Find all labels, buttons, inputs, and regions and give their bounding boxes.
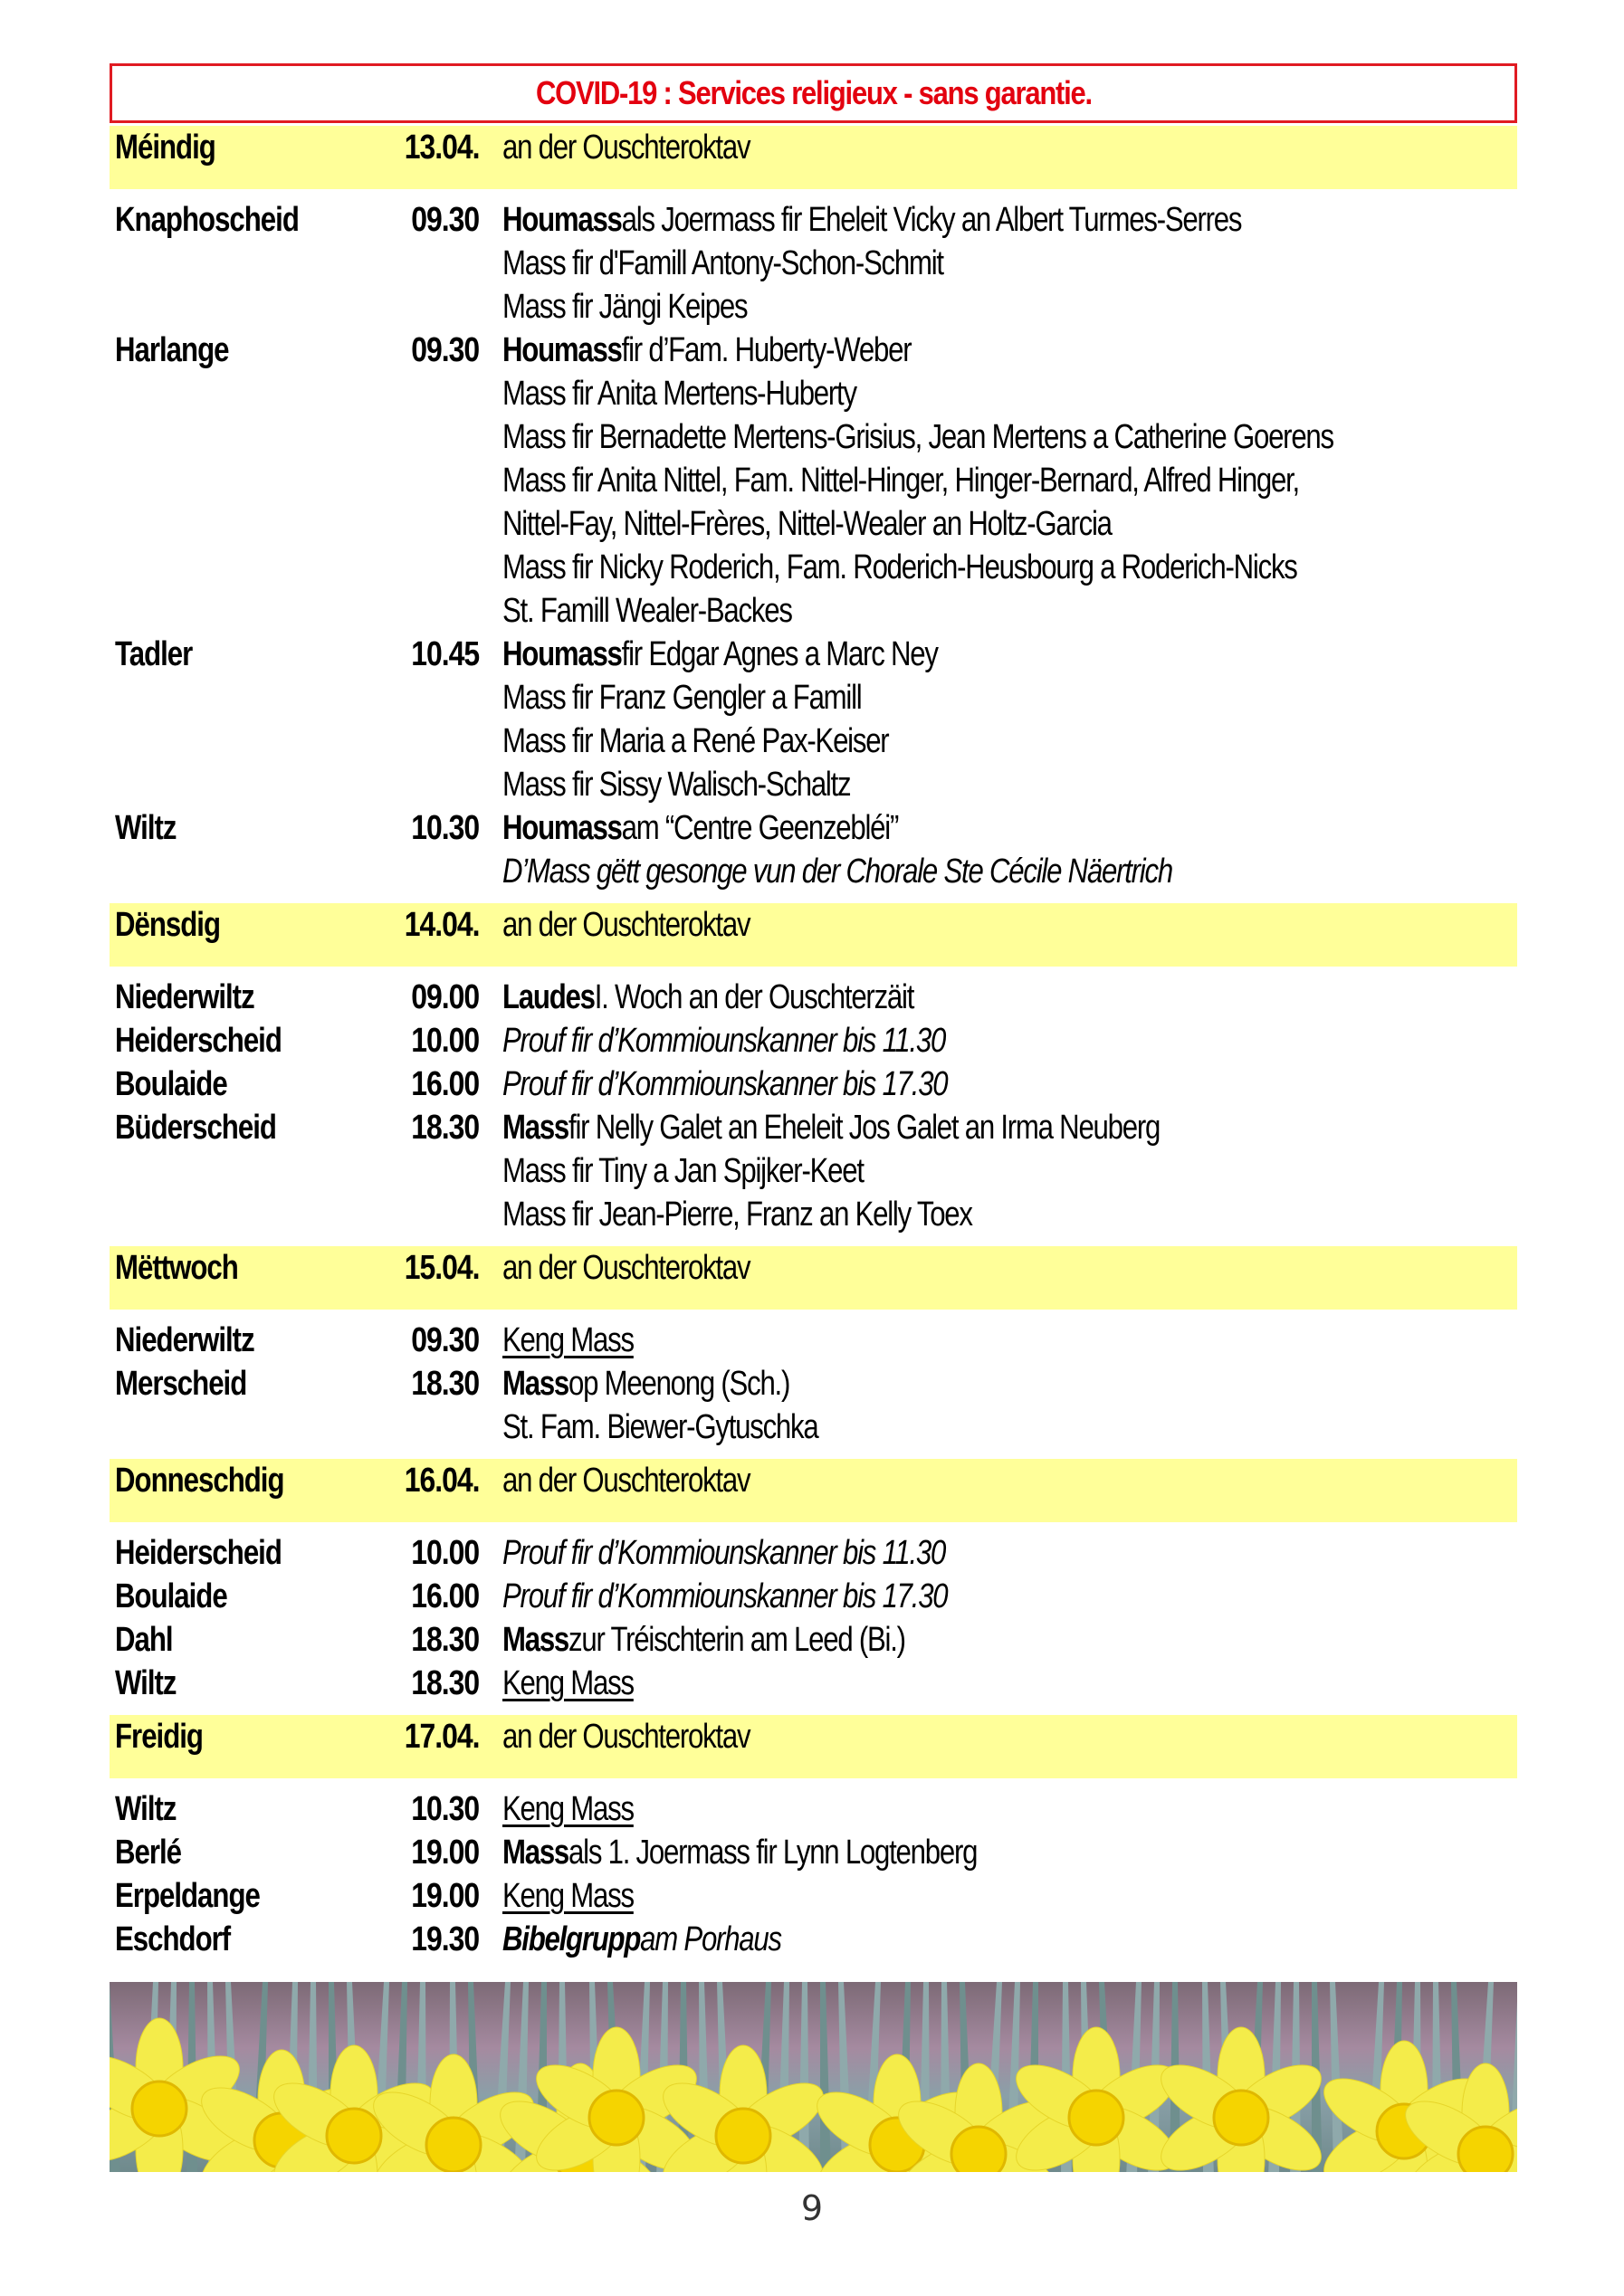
entry-line-text [502, 459, 1299, 502]
place [110, 633, 372, 676]
entry-line-text [502, 763, 850, 806]
time [372, 1319, 479, 1362]
day-note-text: an der Ouschteroktav [502, 906, 750, 944]
entry-text: I. Woch an der Ouschterzäit [594, 978, 914, 1016]
entry-line [502, 589, 1515, 633]
entry-note: Prouf fir d’Kommiounskanner bis 11.30 [502, 1022, 946, 1060]
schedule-entry [110, 329, 1517, 633]
entry-lines [479, 1874, 663, 1918]
entry-line-text [502, 850, 1172, 893]
place-name: Wiltz [115, 1664, 177, 1702]
time [372, 1874, 479, 1918]
place-name: Berlé [115, 1834, 182, 1872]
place [110, 329, 372, 372]
time [372, 1662, 479, 1705]
entry-text: Nittel-Fay, Nittel-Frères, Nittel-Wealer an Holtz-Garcia [502, 505, 1112, 543]
entry-lines [479, 1575, 1045, 1618]
entry-line [502, 285, 1403, 329]
time-text: 09.30 [411, 331, 479, 369]
time-text: 10.30 [411, 809, 479, 847]
entry-line-text [502, 415, 1333, 459]
time-text: 09.30 [411, 1321, 479, 1359]
entry-line-text [502, 1362, 789, 1405]
entry-line [502, 1362, 887, 1405]
time-text: 09.00 [411, 978, 479, 1016]
leaf [820, 1982, 831, 2172]
schedule-entry [110, 633, 1517, 806]
page-number: 9 [800, 2188, 824, 2228]
entry-text: Mass fir Tiny a Jan Spijker-Keet [502, 1152, 864, 1190]
entry-lines [479, 198, 1403, 329]
place-name: Niederwiltz [115, 1321, 254, 1359]
place [110, 1062, 372, 1106]
entry-line-text [502, 1531, 945, 1575]
entry-line [502, 806, 1319, 850]
entry-line-text [502, 633, 938, 676]
entry-line-text [502, 285, 747, 329]
day-note-text: an der Ouschteroktav [502, 129, 750, 167]
entry-text: op Meenong (Sch.) [568, 1365, 790, 1403]
entry-line [502, 1787, 663, 1831]
entry-text: Mass fir Nicky Roderich, Fam. Roderich-Heusbourg a Roderich-Nicks [502, 548, 1297, 586]
time [372, 633, 479, 676]
day-name-text: Dënsdig [115, 906, 221, 944]
entry-lines [479, 633, 1033, 806]
entry-line-text [502, 546, 1297, 589]
entry-lines [479, 1019, 1042, 1062]
entry-line-text [502, 1787, 634, 1831]
entry-line-text [502, 719, 888, 763]
schedule-entry [110, 806, 1517, 893]
day-date-text: 16.04. [404, 1462, 479, 1500]
entry-lines [479, 1106, 1304, 1236]
time [372, 198, 479, 242]
entry-text: als Joermass fir Eheleit Vicky an Albert Turmes-Serres [621, 201, 1242, 239]
time-text: 16.00 [411, 1577, 479, 1615]
entry-lines [479, 1918, 842, 1961]
service-type: Mass [502, 1109, 569, 1147]
entry-line [502, 415, 1515, 459]
time [372, 1062, 479, 1106]
entry-text: fir Nelly Galet an Eheleit Jos Galet an Irma Neuberg [568, 1109, 1161, 1147]
entry-line-text [502, 372, 856, 415]
entry-line [502, 1575, 1045, 1618]
entry-line-text [502, 976, 913, 1019]
schedule [110, 126, 1517, 1968]
entry-line [502, 1062, 1045, 1106]
place-name: Heiderscheid [115, 1534, 282, 1572]
day-name [110, 1246, 372, 1290]
time [372, 1618, 479, 1662]
entry-text: St. Fam. Biewer-Gytuschka [502, 1408, 818, 1446]
entry-line [502, 1874, 663, 1918]
entry-line [502, 242, 1403, 285]
entry-note: Prouf fir d’Kommiounskanner bis 17.30 [502, 1065, 948, 1103]
time-text: 19.00 [411, 1834, 479, 1872]
schedule-entry [110, 1106, 1517, 1236]
entry-line [502, 1405, 887, 1449]
place-name: Niederwiltz [115, 978, 254, 1016]
schedule-entry [110, 976, 1517, 1019]
place-name: Wiltz [115, 1790, 177, 1828]
service-type: Mass [502, 1365, 569, 1403]
schedule-entry [110, 198, 1517, 329]
entry-lines [479, 1362, 887, 1449]
place-name: Heiderscheid [115, 1022, 282, 1060]
entry-text: Mass fir Maria a René Pax-Keiser [502, 722, 889, 760]
time-text: 19.30 [411, 1920, 479, 1958]
entry-line [502, 502, 1515, 546]
day-entries [110, 1778, 1517, 1968]
place-name: Eschdorf [115, 1920, 231, 1958]
entry-text: Mass fir Anita Nittel, Fam. Nittel-Hinger, Hinger-Bernard, Alfred Hinger, [502, 462, 1300, 500]
place-name: Harlange [115, 331, 229, 369]
place-name: Boulaide [115, 1577, 227, 1615]
entry-line [502, 1149, 1304, 1193]
place-name: Boulaide [115, 1065, 227, 1103]
entry-text: als 1. Joermass fir Lynn Logtenberg [568, 1834, 978, 1872]
time [372, 1362, 479, 1405]
entry-line-text [502, 1662, 634, 1705]
day-date-text: 14.04. [404, 906, 479, 944]
entry-text: Mass fir Franz Gengler a Famill [502, 679, 862, 717]
entry-note: am Porhaus [640, 1920, 781, 1958]
service-type: Houmass [502, 635, 622, 673]
day-note [479, 126, 804, 169]
place [110, 1106, 372, 1149]
day-name [110, 126, 372, 169]
daffodils-photo [110, 1982, 1517, 2172]
time-text: 10.45 [411, 635, 479, 673]
service-type: Houmass [502, 809, 622, 847]
entry-text: Mass fir Jängi Keipes [502, 288, 748, 326]
entry-line [502, 1106, 1304, 1149]
schedule-entry [110, 1831, 1517, 1874]
service-type: Laudes [502, 978, 595, 1016]
entry-line [502, 1918, 842, 1961]
service-type: Bibelgrupp [502, 1920, 641, 1958]
entry-line [502, 976, 1004, 1019]
place-name: Dahl [115, 1621, 173, 1659]
schedule-entry [110, 1662, 1517, 1705]
place [110, 976, 372, 1019]
entry-text: am “Centre Geenzebléi” [621, 809, 899, 847]
place [110, 1618, 372, 1662]
entry-line-text [502, 1918, 781, 1961]
time [372, 1106, 479, 1149]
day-date-text: 13.04. [404, 129, 479, 167]
no-mass-label: Keng Mass [502, 1877, 634, 1915]
day-entries [110, 967, 1517, 1243]
time [372, 1019, 479, 1062]
day-header [110, 1246, 1517, 1310]
day-name [110, 1459, 372, 1502]
entry-line [502, 1618, 993, 1662]
entry-line [502, 1193, 1304, 1236]
day-note [479, 1715, 804, 1758]
entry-line-text [502, 198, 1241, 242]
day-date-text: 17.04. [404, 1718, 479, 1756]
day-note-text: an der Ouschteroktav [502, 1718, 750, 1756]
day-date-text: 15.04. [404, 1249, 479, 1287]
schedule-entry [110, 1874, 1517, 1918]
entry-line [502, 850, 1319, 893]
schedule-entry [110, 1787, 1517, 1831]
service-type: Houmass [502, 201, 622, 239]
day-date [372, 1246, 479, 1290]
time [372, 1575, 479, 1618]
time-text: 10.00 [411, 1022, 479, 1060]
entry-text: fir Edgar Agnes a Marc Ney [621, 635, 938, 673]
time [372, 976, 479, 1019]
day-header [110, 126, 1517, 189]
service-type: Houmass [502, 331, 622, 369]
entry-lines [479, 329, 1515, 633]
daffodils-illustration [110, 1982, 1517, 2172]
place [110, 1787, 372, 1831]
entry-text: Mass fir Anita Mertens-Huberty [502, 375, 856, 413]
entry-text: fir d’Fam. Huberty-Weber [621, 331, 912, 369]
entry-line-text [502, 329, 911, 372]
place [110, 1531, 372, 1575]
no-mass-label: Keng Mass [502, 1321, 634, 1359]
day-name-text: Freidig [115, 1718, 203, 1756]
entry-line-text [502, 1831, 977, 1874]
day-header [110, 1715, 1517, 1778]
entry-lines [479, 976, 1004, 1019]
entry-note: Prouf fir d’Kommiounskanner bis 11.30 [502, 1534, 946, 1572]
entry-line [502, 676, 1033, 719]
entry-text: Mass fir Bernadette Mertens-Grisius, Jean Mertens a Catherine Goerens [502, 418, 1333, 456]
time-text: 10.30 [411, 1790, 479, 1828]
place-name: Erpeldange [115, 1877, 260, 1915]
covid-notice-box [110, 63, 1517, 123]
time-text: 18.30 [411, 1365, 479, 1403]
entry-line-text [502, 1575, 947, 1618]
day-note-text: an der Ouschteroktav [502, 1462, 750, 1500]
day-name-text: Donneschdig [115, 1462, 284, 1500]
place-name: Büderscheid [115, 1109, 276, 1147]
place [110, 1831, 372, 1874]
entry-line [502, 329, 1515, 372]
entry-lines [479, 1831, 1081, 1874]
place [110, 1874, 372, 1918]
time [372, 329, 479, 372]
day-note-text: an der Ouschteroktav [502, 1249, 750, 1287]
entry-line [502, 1319, 663, 1362]
schedule-entry [110, 1618, 1517, 1662]
schedule-entry [110, 1319, 1517, 1362]
time [372, 1918, 479, 1961]
entry-lines [479, 1531, 1042, 1575]
day-date [372, 126, 479, 169]
time [372, 1531, 479, 1575]
entry-line-text [502, 806, 898, 850]
time-text: 18.30 [411, 1664, 479, 1702]
time-text: 18.30 [411, 1109, 479, 1147]
entry-line [502, 1662, 663, 1705]
time-text: 19.00 [411, 1877, 479, 1915]
entry-text: Mass fir Sissy Walisch-Schaltz [502, 766, 851, 804]
place [110, 806, 372, 850]
entry-lines [479, 1062, 1045, 1106]
day-date [372, 1459, 479, 1502]
time-text: 09.30 [411, 201, 479, 239]
entry-text: Mass fir Jean-Pierre, Franz an Kelly Toex [502, 1196, 972, 1234]
covid-notice-text: COVID-19 : Services religieux - sans garantie. [535, 74, 1092, 111]
entry-line-text [502, 1193, 972, 1236]
entry-line-text [502, 1062, 947, 1106]
time [372, 1831, 479, 1874]
entry-lines [479, 1787, 663, 1831]
entry-line-text [502, 242, 943, 285]
place [110, 198, 372, 242]
schedule-entry [110, 1062, 1517, 1106]
time-text: 16.00 [411, 1065, 479, 1103]
day-date [372, 1715, 479, 1758]
no-mass-label: Keng Mass [502, 1664, 634, 1702]
entry-line-text [502, 1019, 945, 1062]
entry-line [502, 546, 1515, 589]
entry-note: Prouf fir d’Kommiounskanner bis 17.30 [502, 1577, 948, 1615]
place-name: Wiltz [115, 809, 177, 847]
day-entries [110, 1310, 1517, 1456]
entry-line-text [502, 676, 861, 719]
entry-note: D’Mass gëtt gesonge vun der Chorale Ste Cécile Näertrich [502, 853, 1172, 891]
place [110, 1362, 372, 1405]
place [110, 1019, 372, 1062]
day-name-text: Méindig [115, 129, 215, 167]
time [372, 806, 479, 850]
place-name: Tadler [115, 635, 193, 673]
entry-line [502, 1531, 1042, 1575]
entry-line [502, 719, 1033, 763]
entry-line-text [502, 1106, 1160, 1149]
schedule-entry [110, 1575, 1517, 1618]
entry-lines [479, 806, 1319, 893]
schedule-entry [110, 1531, 1517, 1575]
entry-line-text [502, 1149, 864, 1193]
entry-line [502, 633, 1033, 676]
entry-text: St. Famill Wealer-Backes [502, 592, 792, 630]
place-name: Knaphoscheid [115, 201, 299, 239]
entry-text: zur Tréischterin am Leed (Bi.) [568, 1621, 905, 1659]
place [110, 1575, 372, 1618]
no-mass-label: Keng Mass [502, 1790, 634, 1828]
page-content [110, 63, 1517, 1968]
day-note [479, 903, 804, 947]
entry-line-text [502, 589, 792, 633]
entry-lines [479, 1319, 663, 1362]
entry-line-text [502, 1618, 905, 1662]
place [110, 1319, 372, 1362]
entry-text: Mass fir d'Famill Antony-Schon-Schmit [502, 244, 943, 282]
entry-lines [479, 1662, 663, 1705]
schedule-entry [110, 1362, 1517, 1449]
place [110, 1662, 372, 1705]
entry-line [502, 1831, 1081, 1874]
time-text: 10.00 [411, 1534, 479, 1572]
time [372, 1787, 479, 1831]
entry-line-text [502, 502, 1112, 546]
entry-line-text [502, 1319, 634, 1362]
entry-line [502, 763, 1033, 806]
place-name: Merscheid [115, 1365, 247, 1403]
entry-line [502, 1019, 1042, 1062]
day-name [110, 903, 372, 947]
entry-lines [479, 1618, 993, 1662]
day-entries [110, 189, 1517, 900]
day-note [479, 1459, 804, 1502]
entry-line [502, 198, 1403, 242]
entry-line-text [502, 1405, 817, 1449]
day-entries [110, 1522, 1517, 1712]
entry-line-text [502, 1874, 634, 1918]
day-header [110, 903, 1517, 967]
entry-line [502, 372, 1515, 415]
day-name-text: Mëttwoch [115, 1249, 238, 1287]
time-text: 18.30 [411, 1621, 479, 1659]
service-type: Mass [502, 1621, 569, 1659]
day-note [479, 1246, 804, 1290]
day-date [372, 903, 479, 947]
schedule-entry [110, 1019, 1517, 1062]
service-type: Mass [502, 1834, 569, 1872]
day-name [110, 1715, 372, 1758]
entry-line [502, 459, 1515, 502]
day-header [110, 1459, 1517, 1522]
schedule-entry [110, 1918, 1517, 1961]
place [110, 1918, 372, 1961]
